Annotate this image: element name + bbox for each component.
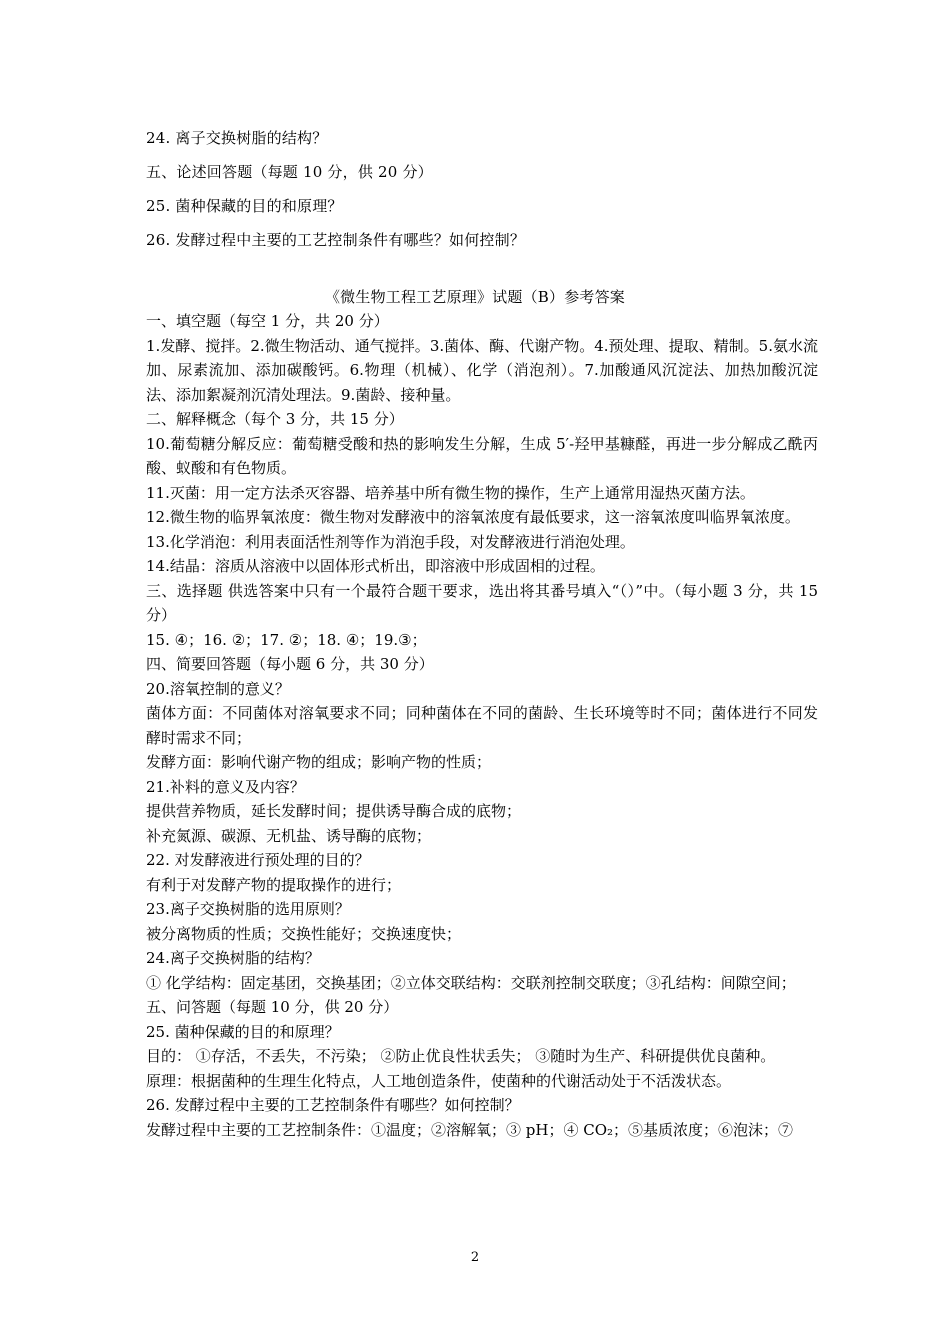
answer-line: 25. 菌种保藏的目的和原理？ bbox=[146, 1022, 340, 1041]
answer-line: 23.离子交换树脂的选用原则？ bbox=[146, 900, 350, 918]
question-24: 24. 离子交换树脂的结构？ bbox=[146, 129, 328, 147]
answer-line: 原理：根据菌种的生理生化特点，人工地创造条件，使菌种的代谢活动处于不活泼状态。 bbox=[146, 1071, 732, 1090]
question-26: 26. 发酵过程中主要的工艺控制条件有哪些？如何控制？ bbox=[146, 231, 526, 249]
answer-line: 二、解释概念（每个 3 分，共 15 分） bbox=[146, 410, 404, 428]
answer-line: 12.微生物的临界氧浓度：微生物对发酵液中的溶氧浓度有最低要求，这一溶氧浓度叫临界氧浓度。 bbox=[146, 508, 800, 526]
answer-line: 1.发酵、搅拌。2.微生物活动、通气搅拌。3.菌体、酶、代谢产物。4.预处理、提取、精制。5.氨水流加、尿素流加、添加碳酸钙。6.物理（机械）、化学（消泡剂）。7.加酸通风沉淀法、加热加酸沉淀法、添加絮凝剂沉清处理法。9.菌龄、接种量。 bbox=[146, 336, 818, 404]
answer-line: 有利于对发酵产物的提取操作的进行； bbox=[146, 875, 402, 894]
answer-line: 三、选择题 供选答案中只有一个最符合题干要求，选出将其番号填入“（）”中。（每小题 3 分，共 15 分） bbox=[146, 581, 818, 624]
answer-line: 发酵过程中主要的工艺控制条件：①温度；②溶解氧；③ pH；④ CO₂；⑤基质浓度；⑥泡沫；⑦ bbox=[146, 1120, 794, 1139]
answer-line: 26. 发酵过程中主要的工艺控制条件有哪些？如何控制？ bbox=[146, 1096, 520, 1114]
answer-line: ① 化学结构：固定基团，交换基团；②立体交联结构：交联剂控制交联度；③孔结构：间隙空间； bbox=[146, 973, 796, 992]
answer-line: 24.离子交换树脂的结构？ bbox=[146, 949, 320, 967]
answer-line: 提供营养物质，延长发酵时间；提供诱导酶合成的底物； bbox=[146, 802, 522, 820]
section-five-heading: 五、论述回答题（每题 10 分，供 20 分） bbox=[146, 163, 433, 181]
answer-body bbox=[146, 309, 818, 1142]
answer-title: 《微生物工程工艺原理》试题（B）参考答案 bbox=[324, 288, 626, 306]
page-number: 2 bbox=[470, 1250, 480, 1265]
answer-line: 20.溶氧控制的意义？ bbox=[146, 679, 290, 698]
answer-line: 一、填空题（每空 1 分，共 20 分） bbox=[146, 312, 389, 330]
answer-line: 13.化学消泡：利用表面活性剂等作为消泡手段，对发酵液进行消泡处理。 bbox=[146, 532, 635, 551]
answer-line: 15. ④；16. ②；17. ②；18. ④；19.③； bbox=[146, 630, 427, 649]
answer-line: 发酵方面：影响代谢产物的组成；影响产物的性质； bbox=[146, 753, 492, 771]
answer-line: 菌体方面：不同菌体对溶氧要求不同；同种菌体在不同的菌龄、生长环境等时不同；菌体进行不同发酵时需求不同； bbox=[146, 704, 818, 747]
answer-line: 五、问答题（每题 10 分，供 20 分） bbox=[146, 998, 399, 1016]
answer-line: 被分离物质的性质；交换性能好；交换速度快； bbox=[146, 924, 462, 943]
answer-line: 22. 对发酵液进行预处理的目的？ bbox=[146, 851, 370, 869]
answer-line: 10.葡萄糖分解反应：葡萄糖受酸和热的影响发生分解，生成 5′-羟甲基糠醛，再进一步分解成乙酰丙酸、蚁酸和有色物质。 bbox=[146, 434, 818, 477]
answer-line: 补充氮源、碳源、无机盐、诱导酶的底物； bbox=[146, 826, 432, 845]
answer-line: 四、简要回答题（每小题 6 分，共 30 分） bbox=[146, 655, 434, 673]
answer-line: 14.结晶：溶质从溶液中以固体形式析出，即溶液中形成固相的过程。 bbox=[146, 557, 605, 575]
question-25: 25. 菌种保藏的目的和原理？ bbox=[146, 197, 343, 215]
answer-line: 目的： ①存活，不丢失，不污染； ②防止优良性状丢失； ③随时为生产、科研提供优良菌种。 bbox=[146, 1047, 776, 1065]
answer-line: 11.灭菌：用一定方法杀灭容器、培养基中所有微生物的操作，生产上通常用湿热灭菌方法。 bbox=[146, 483, 755, 502]
answer-line: 21.补料的意义及内容？ bbox=[146, 777, 305, 796]
